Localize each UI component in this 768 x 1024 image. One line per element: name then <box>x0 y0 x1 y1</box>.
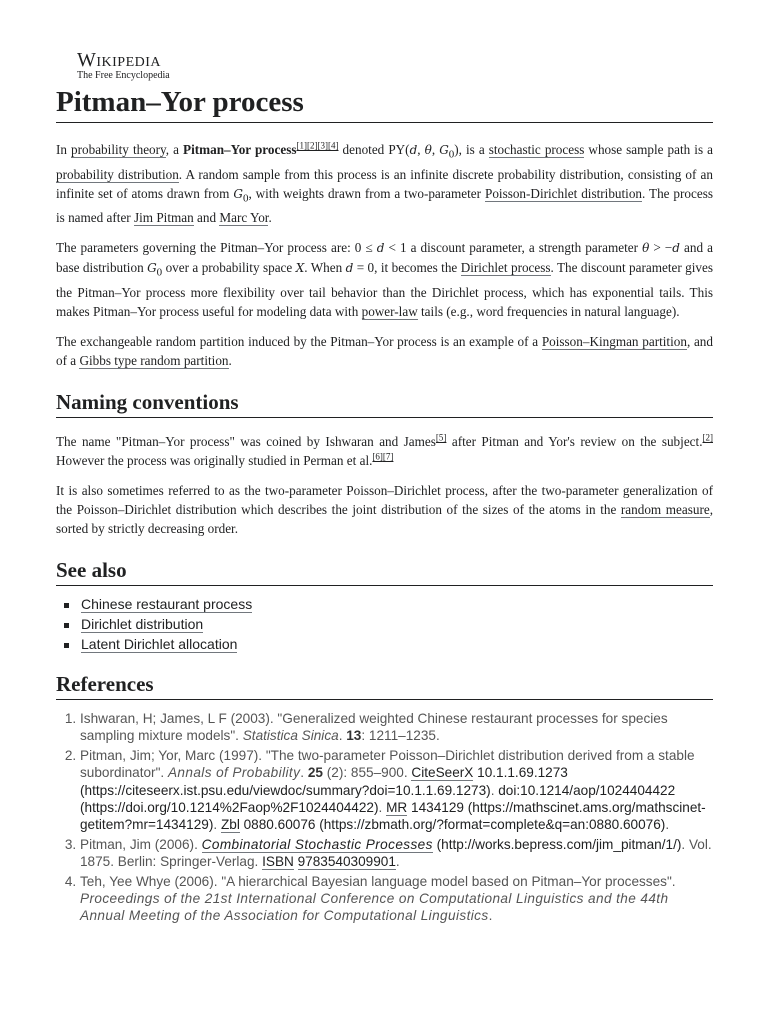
link-bepress[interactable]: (http://works.bepress.com/jim_pitman/1/) <box>432 836 682 852</box>
page-title: Pitman–Yor process <box>56 84 713 123</box>
heading-references: References <box>56 670 713 700</box>
cite-6[interactable]: [6] <box>372 451 383 462</box>
see-also-item <box>64 634 713 654</box>
link-marc-yor[interactable]: Marc Yor <box>219 210 269 226</box>
link-isbn-label[interactable]: ISBN <box>262 854 294 870</box>
article-content <box>56 140 713 927</box>
link-dirichlet-process[interactable]: Dirichlet process <box>460 260 551 276</box>
cite-5[interactable]: [5] <box>435 432 447 443</box>
intro-paragraph-1: In probability theory, a Pitman–Yor process[1][2][3][4] denoted PY(d, θ, $G_0$), is a stochastic process whose sample path is a probability distribution. A random sample from this process is an infinite discrete probability distribution, consisting of an infinite set of atoms drawn from $G_0$, with weights drawn from a two-parameter Poisson-Dirichlet distribution. The process is named after Jim Pitman and Marc Yor. <box>56 140 714 226</box>
link-probability-theory[interactable]: probability theory <box>71 142 166 157</box>
see-also-item <box>64 614 713 634</box>
see-also-list <box>56 594 713 654</box>
reference-1: 1. Ishwaran, H; James, L F (2003). "Generalized weighted Chinese restaurant processes for species sampling mixture models". Statistica Sinica. 13: 1211–1235. <box>80 710 713 745</box>
cite-7[interactable]: [7] <box>382 451 394 462</box>
link-mr-label[interactable]: MR <box>386 799 408 815</box>
link-poisson-kingman[interactable]: Poisson–Kingman partition <box>541 333 687 349</box>
intro-paragraph-3: The exchangeable random partition induced by the Pitman–Yor process is an example of a Poisson–Kingman partition, and of a Gibbs type random partition. <box>56 333 713 368</box>
link-dirichlet-distribution[interactable]: Dirichlet distribution <box>81 615 204 632</box>
cite-2[interactable]: [2] <box>306 140 318 151</box>
link-zbl-label[interactable]: Zbl <box>220 817 240 833</box>
link-isbn[interactable]: 9783540309901 <box>297 854 396 870</box>
reference-4: 4. Teh, Yee Whye (2006). "A hierarchical Bayesian language model based on Pitman–Yor processes". Proceedings of the 21st International Conference on Computational Linguistics and the 44th Annual Meeting of the Association for Computational Linguistics. <box>80 873 713 925</box>
logo-wordmark: Wikipedia <box>77 49 162 71</box>
cite-4[interactable]: [4] <box>327 140 339 151</box>
link-power-law[interactable]: power-law <box>361 303 418 319</box>
heading-see-also: See also <box>56 556 713 586</box>
link-citeseerx-label[interactable]: CiteSeerX <box>411 765 474 781</box>
link-jim-pitman[interactable]: Jim Pitman <box>134 210 194 226</box>
link-stochastic-process[interactable]: stochastic process <box>488 142 585 157</box>
link-poisson-dirichlet[interactable]: Poisson-Dirichlet distribution <box>484 185 643 201</box>
link-chinese-restaurant-process[interactable]: Chinese restaurant process <box>81 595 253 612</box>
reference-3: 3. Pitman, Jim (2006). Combinatorial Stochastic Processes (http://works.bepress.com/jim_pitman/1/). Vol. 1875. Berlin: Springer-Verlag. ISBN 9783540309901. <box>80 836 713 871</box>
heading-naming-conventions: Naming conventions <box>56 388 713 418</box>
link-zbl[interactable]: 0880.60076 (https://zbmath.org/?format=complete&q=an:0880.60076) <box>243 817 666 833</box>
see-also-item <box>64 594 713 614</box>
naming-paragraph-2: It is also sometimes referred to as the two-parameter Poisson–Dirichlet process, after the two-parameter generalization of the Poisson–Dirichlet distribution which describes the joint distribution of the sizes of the atoms in the random measure, sorted by strictly decreasing order. <box>56 482 714 536</box>
cite-1[interactable]: [1] <box>296 140 307 151</box>
cite-2b[interactable]: [2] <box>702 432 713 443</box>
wikipedia-logo[interactable] <box>77 50 237 82</box>
link-latent-dirichlet-allocation[interactable]: Latent Dirichlet allocation <box>81 635 238 652</box>
intro-paragraph-2: The parameters governing the Pitman–Yor process are: 0 ≤ d < 1 a discount parameter, a strength parameter θ > −d and a base distribution $G_0$ over a probability space X. When d = 0, it becomes the Dirichlet process. The discount parameter gives the Pitman–Yor process more flexibility over tail behavior than the Dirichlet process, which has exponential tails. This makes Pitman–Yor process useful for modeling data with power-law tails (e.g., word frequencies in natural language). <box>56 240 713 319</box>
link-combinatorial-stochastic-processes[interactable]: Combinatorial Stochastic Processes <box>201 836 433 852</box>
logo-tagline: The Free Encyclopedia <box>77 70 170 81</box>
link-doi[interactable]: doi:10.1214/aop/1024404422 (https://doi.org/10.1214%2Faop%2F1024404422) <box>80 782 676 815</box>
naming-paragraph-1: The name "Pitman–Yor process" was coined by Ishwaran and James[5] after Pitman and Yor's review on the subject.[2] However the process was originally studied in Perman et al.[6][7] <box>56 432 713 468</box>
link-random-measure[interactable]: random measure <box>620 501 710 517</box>
article-subject: Pitman–Yor process <box>183 142 297 157</box>
references-list <box>56 710 713 925</box>
reference-2: 2. Pitman, Jim; Yor, Marc (1997). "The two-parameter Poisson–Dirichlet distribution derived from a stable subordinator". Annals of Probability. 25 (2): 855–900. CiteSeerX 10.1.1.69.1273 (https://citeseerx.ist.psu.edu/viewdoc/summary?doi=10.1.1.69.1273). doi:10.1214/aop/1024404422 (https://doi.org/10.1214%2Faop%2F1024404422). MR 1434129 (https://mathscinet.ams.org/mathscinet-getitem?mr=1434129). Zbl 0880.60076 (https://zbmath.org/?format=complete&q=an:0880.60076). <box>80 747 713 834</box>
link-mr[interactable]: 1434129 (https://mathscinet.ams.org/mathscinet-getitem?mr=1434129) <box>80 799 706 833</box>
link-gibbs-partition[interactable]: Gibbs type random partition <box>79 352 229 368</box>
link-citeseerx[interactable]: 10.1.1.69.1273 (https://citeseerx.ist.psu.edu/viewdoc/summary?doi=10.1.1.69.1273) <box>80 765 568 798</box>
citations-1-4 <box>296 141 338 151</box>
link-probability-distribution[interactable]: probability distribution <box>56 166 179 182</box>
cite-3[interactable]: [3] <box>317 140 328 151</box>
